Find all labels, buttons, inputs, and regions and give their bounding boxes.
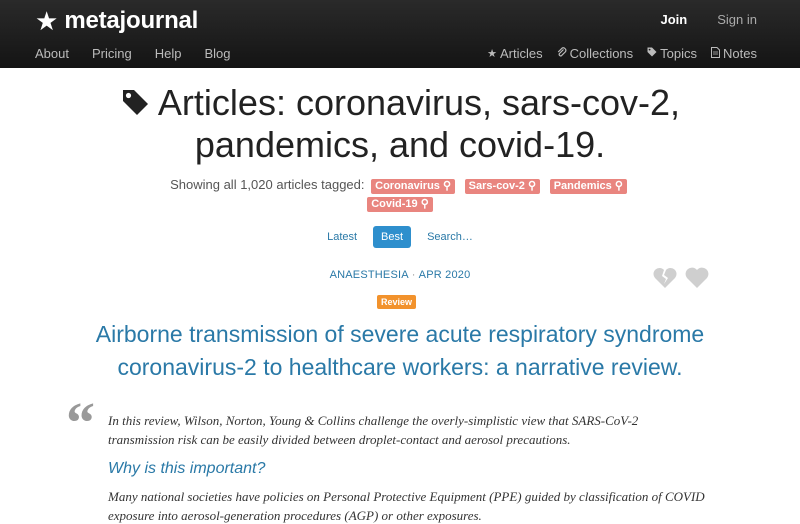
showing-text: Showing all 1,020 articles tagged: xyxy=(170,177,365,192)
page-title: Articles: coronavirus, sars-cov-2, pandemics, and covid-19. xyxy=(100,82,700,166)
quote-icon: “ xyxy=(66,390,95,455)
article-title[interactable]: Airborne transmission of severe acute respiratory syndrome coronavirus-2 to healthcare workers: a narrative review. xyxy=(95,321,705,380)
nav-blog[interactable]: Blog xyxy=(204,46,231,61)
brand-name: metajournal xyxy=(64,7,199,34)
tag-pandemics[interactable]: Pandemics ⚲ xyxy=(550,179,627,194)
article-summary: In this review, Wilson, Norton, Young & Collins challenge the overly-simplistic view that SARS-CoV-2 transmission risk can be easily divided between droplet-contact and aerosol precautions. xyxy=(108,413,639,447)
signin-link[interactable]: Sign in xyxy=(717,12,757,27)
separator: · xyxy=(411,269,416,281)
search-icon: ⚲ xyxy=(614,180,623,192)
search-icon: ⚲ xyxy=(420,198,429,210)
star-icon: ★ xyxy=(487,48,497,60)
tag-summary-line2 xyxy=(100,194,700,212)
tab-search[interactable]: Search… xyxy=(427,231,473,243)
tag-icon xyxy=(647,47,657,60)
nav-about[interactable]: About xyxy=(35,46,69,61)
nav-articles[interactable]: ★ Articles xyxy=(487,46,543,61)
article-meta xyxy=(200,269,600,281)
join-link[interactable]: Join xyxy=(660,12,688,27)
nav-help[interactable]: Help xyxy=(154,46,182,61)
sort-tabs xyxy=(300,226,500,248)
heart-icon[interactable] xyxy=(684,266,710,290)
star-icon: ★ xyxy=(35,6,59,36)
tag-coronavirus[interactable]: Coronavirus ⚲ xyxy=(371,179,455,194)
navbar xyxy=(0,0,800,68)
nav-pricing[interactable]: Pricing xyxy=(91,46,132,61)
tag-covid-19[interactable]: Covid-19 ⚲ xyxy=(367,197,433,212)
paperclip-icon xyxy=(557,47,567,61)
tab-best[interactable]: Best xyxy=(373,226,411,248)
vote-buttons xyxy=(652,266,710,290)
tag-summary xyxy=(100,177,700,194)
journal-name[interactable]: ANAESTHESIA xyxy=(329,269,409,281)
tag-icon xyxy=(120,87,150,117)
search-icon: ⚲ xyxy=(528,180,537,192)
brand-logo[interactable] xyxy=(35,6,198,36)
page-heading xyxy=(100,82,700,166)
nav-topics[interactable]: Topics xyxy=(647,46,697,61)
why-heading: Why is this important? xyxy=(108,460,266,477)
document-icon xyxy=(711,47,720,61)
broken-heart-icon[interactable] xyxy=(652,266,678,290)
review-badge: Review xyxy=(377,295,416,309)
tab-latest[interactable]: Latest xyxy=(327,231,358,243)
nav-collections[interactable]: Collections xyxy=(557,46,634,61)
primary-nav xyxy=(35,46,231,61)
why-text: Many national societies have policies on Personal Protective Equipment (PPE) guided by classification of COVID exposure into aerosol-generation procedures (AGP) or other exposures. xyxy=(108,489,705,523)
section-nav xyxy=(487,46,757,61)
tag-sars-cov-2[interactable]: Sars-cov-2 ⚲ xyxy=(465,179,540,194)
article-date: APR 2020 xyxy=(418,269,471,281)
nav-notes[interactable]: Notes xyxy=(711,46,757,61)
search-icon: ⚲ xyxy=(442,180,452,192)
